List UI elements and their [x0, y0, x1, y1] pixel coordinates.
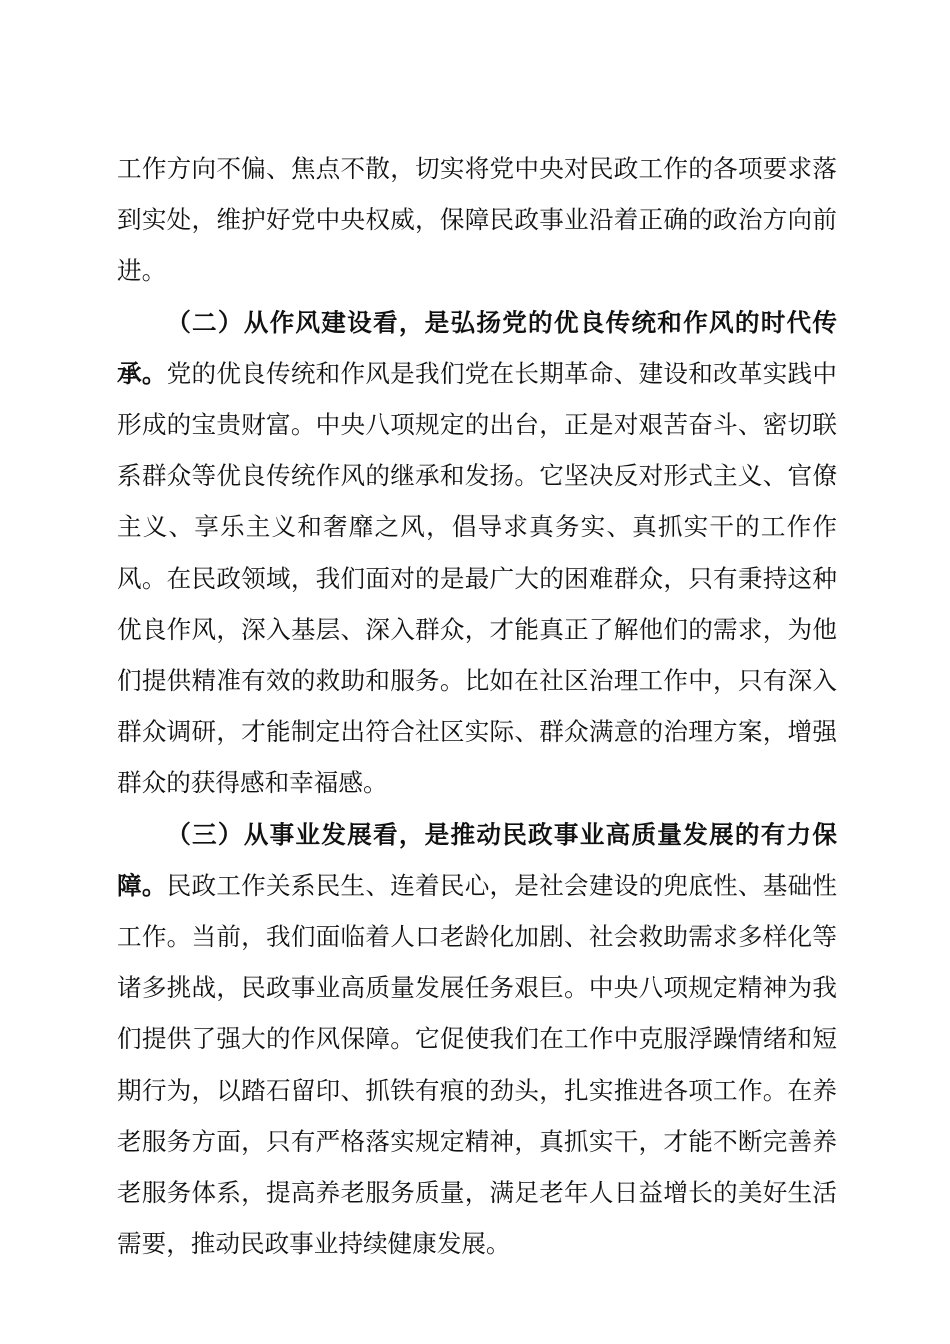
paragraph-style-building [117, 297, 837, 809]
paragraph-continuation [117, 143, 837, 297]
paragraph-2-heading: （二）从作风建设看，是弘扬党的优良传统和作风的时代传承。 [117, 307, 837, 388]
paragraph-career-development [117, 809, 837, 1270]
paragraph-3-heading: （三）从事业发展看，是推动民政事业高质量发展的有力保障。 [117, 819, 837, 900]
paragraph-2-text: 党的优良传统和作风是我们党在长期革命、建设和改革实践中形成的宝贵财富。中央八项规定的出台，正是对艰苦奋斗、密切联系群众等优良传统作风的继承和发扬。它坚决反对形式主义、官僚主义、享乐主义和奢靡之风，倡导求真务实、真抓实干的工作作风。在民政领域，我们面对的是最广大的困难群众，只有秉持这种优良作风，深入基层、深入群众，才能真正了解他们的需求，为他们提供精准有效的救助和服务。比如在社区治理工作中，只有深入群众调研，才能制定出符合社区实际、群众满意的治理方案，增强群众的获得感和幸福感。 [117, 358, 837, 798]
paragraph-1-text: 工作方向不偏、焦点不散，切实将党中央对民政工作的各项要求落到实处，维护好党中央权威，保障民政事业沿着正确的政治方向前进。 [117, 154, 837, 286]
document-body [117, 143, 837, 1269]
paragraph-3-text: 民政工作关系民生、连着民心，是社会建设的兜底性、基础性工作。当前，我们面临着人口老龄化加剧、社会救助需求多样化等诸多挑战，民政事业高质量发展任务艰巨。中央八项规定精神为我们提供了强大的作风保障。它促使我们在工作中克服浮躁情绪和短期行为，以踏石留印、抓铁有痕的劲头，扎实推进各项工作。在养老服务方面，只有严格落实规定精神，真抓实干，才能不断完善养老服务体系，提高养老服务质量，满足老年人日益增长的美好生活需要，推动民政事业持续健康发展。 [117, 870, 837, 1259]
